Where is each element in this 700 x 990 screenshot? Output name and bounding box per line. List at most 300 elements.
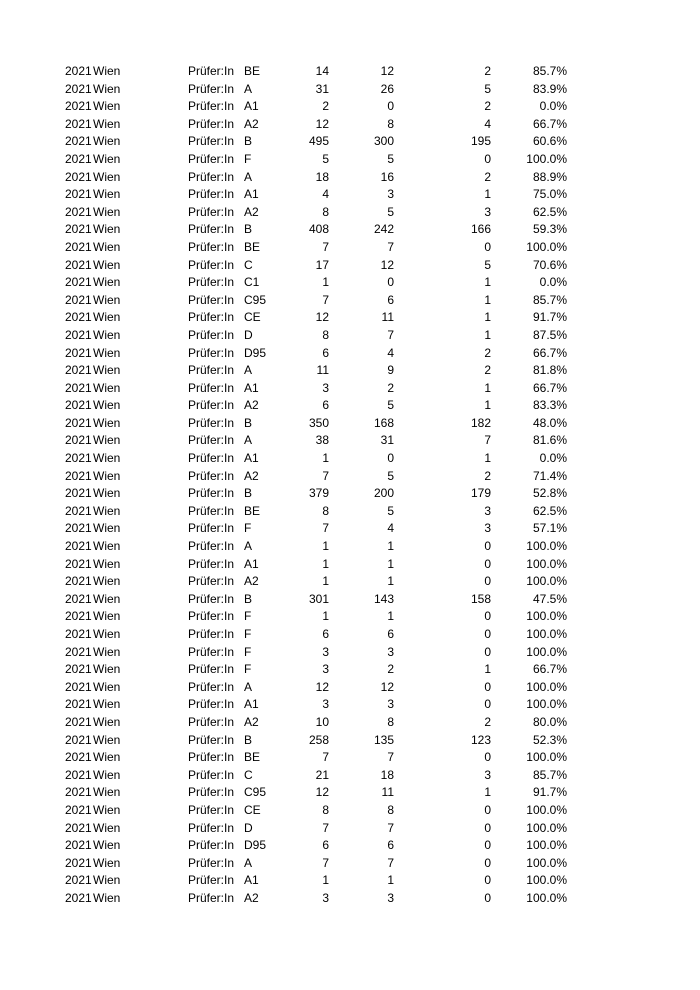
total-cell: 7 (322, 292, 329, 307)
city-cell: Wien (93, 345, 121, 360)
rate-cell: 91.7% (532, 310, 567, 325)
class-cell: A1 (244, 187, 259, 202)
total-cell: 12 (315, 679, 329, 694)
table-row (0, 626, 700, 644)
table-row (0, 732, 700, 750)
table-row (0, 133, 700, 151)
passed-cell: 6 (387, 627, 394, 641)
total-cell: 6 (322, 838, 329, 853)
passed-cell: 12 (380, 679, 394, 694)
total-cell: 10 (315, 714, 329, 729)
total-cell: 495 (308, 134, 329, 149)
table-row (0, 345, 700, 363)
total-cell: 2 (322, 99, 329, 114)
role-cell: Prüfer:In (188, 415, 235, 430)
city-cell: Wien (93, 890, 121, 905)
year-cell: 2021 (65, 486, 92, 501)
failed-cell: 2 (484, 468, 491, 483)
role-cell: Prüfer:In (188, 556, 235, 571)
role-cell: Prüfer:In (188, 134, 235, 149)
failed-cell: 0 (484, 151, 491, 166)
table-row (0, 679, 700, 697)
passed-cell: 7 (387, 327, 394, 342)
class-cell: D95 (244, 838, 267, 853)
passed-cell: 8 (387, 802, 394, 817)
class-cell: D (244, 820, 253, 835)
total-cell: 7 (322, 239, 329, 254)
year-cell: 2021 (65, 345, 92, 360)
rate-cell: 83.3% (532, 398, 567, 413)
failed-cell: 3 (484, 767, 491, 782)
class-cell: A2 (244, 890, 259, 905)
table-row (0, 855, 700, 873)
class-cell: A1 (244, 99, 259, 114)
year-cell: 2021 (65, 451, 92, 466)
class-cell: F (244, 644, 252, 659)
role-cell: Prüfer:In (188, 679, 235, 694)
passed-cell: 12 (380, 64, 394, 78)
failed-cell: 166 (470, 222, 491, 237)
passed-cell: 8 (387, 116, 394, 131)
passed-cell: 26 (380, 81, 394, 96)
city-cell: Wien (93, 363, 121, 378)
city-cell: Wien (93, 169, 121, 184)
passed-cell: 11 (381, 310, 394, 325)
class-cell: A2 (244, 714, 259, 729)
table-row (0, 784, 700, 802)
passed-cell: 18 (380, 767, 394, 782)
total-cell: 6 (322, 398, 329, 413)
table-row (0, 696, 700, 714)
year-cell: 2021 (65, 187, 92, 202)
failed-cell: 5 (484, 257, 491, 272)
passed-cell: 143 (373, 591, 394, 606)
passed-cell: 300 (373, 134, 394, 149)
city-cell: Wien (93, 275, 121, 290)
table-row (0, 415, 700, 433)
passed-cell: 7 (387, 855, 394, 870)
role-cell: Prüfer:In (188, 380, 235, 395)
year-cell: 2021 (65, 503, 92, 518)
year-cell: 2021 (65, 732, 92, 747)
role-cell: Prüfer:In (188, 503, 235, 518)
passed-cell: 7 (387, 239, 394, 254)
role-cell: Prüfer:In (188, 873, 235, 888)
city-cell: Wien (93, 714, 121, 729)
class-cell: A (244, 363, 253, 378)
city-cell: Wien (93, 820, 121, 835)
rate-cell: 100.0% (526, 855, 567, 870)
class-cell: D (244, 327, 253, 342)
failed-cell: 0 (484, 855, 491, 870)
rate-cell: 83.9% (532, 81, 567, 96)
city-cell: Wien (93, 204, 121, 219)
table-row (0, 204, 700, 222)
city-cell: Wien (93, 662, 121, 677)
total-cell: 17 (315, 257, 329, 272)
table-row (0, 608, 700, 626)
total-cell: 301 (308, 591, 329, 606)
class-cell: A2 (244, 398, 259, 413)
city-cell: Wien (93, 292, 121, 307)
table-row (0, 749, 700, 767)
failed-cell: 7 (484, 433, 491, 448)
rate-cell: 100.0% (526, 556, 567, 571)
failed-cell: 2 (484, 714, 491, 729)
table-row (0, 450, 700, 468)
city-cell: Wien (93, 222, 121, 237)
total-cell: 8 (322, 503, 329, 518)
role-cell: Prüfer:In (188, 345, 235, 360)
year-cell: 2021 (65, 785, 92, 800)
city-cell: Wien (93, 380, 121, 395)
total-cell: 7 (322, 468, 329, 483)
role-cell: Prüfer:In (188, 275, 235, 290)
failed-cell: 0 (484, 239, 491, 254)
passed-cell: 1 (387, 873, 394, 888)
year-cell: 2021 (65, 802, 92, 817)
total-cell: 1 (322, 275, 329, 290)
class-cell: A (244, 679, 253, 694)
rate-cell: 81.8% (532, 363, 567, 378)
passed-cell: 4 (387, 345, 394, 360)
table-row (0, 872, 700, 890)
total-cell: 7 (322, 750, 329, 765)
year-cell: 2021 (65, 627, 92, 641)
total-cell: 3 (322, 890, 329, 905)
rate-cell: 85.7% (532, 64, 567, 78)
year-cell: 2021 (65, 310, 92, 325)
failed-cell: 3 (484, 521, 491, 536)
rate-cell: 100.0% (526, 697, 567, 712)
rate-cell: 100.0% (526, 750, 567, 765)
table-row (0, 661, 700, 679)
table-row (0, 538, 700, 556)
total-cell: 6 (322, 345, 329, 360)
failed-cell: 0 (484, 574, 491, 589)
city-cell: Wien (93, 802, 121, 817)
city-cell: Wien (93, 679, 121, 694)
failed-cell: 195 (470, 134, 491, 149)
city-cell: Wien (93, 310, 121, 325)
year-cell: 2021 (65, 169, 92, 184)
table-row (0, 503, 700, 521)
total-cell: 3 (322, 644, 329, 659)
total-cell: 8 (322, 327, 329, 342)
table-row (0, 116, 700, 134)
table-row (0, 890, 700, 908)
class-cell: D95 (244, 345, 267, 360)
rate-cell: 48.0% (532, 415, 567, 430)
role-cell: Prüfer:In (188, 257, 235, 272)
failed-cell: 1 (484, 380, 491, 395)
class-cell: A1 (244, 697, 259, 712)
role-cell: Prüfer:In (188, 697, 235, 712)
role-cell: Prüfer:In (188, 363, 235, 378)
failed-cell: 0 (484, 838, 491, 853)
passed-cell: 2 (387, 662, 394, 677)
role-cell: Prüfer:In (188, 750, 235, 765)
year-cell: 2021 (65, 275, 92, 290)
city-cell: Wien (93, 116, 121, 131)
total-cell: 7 (322, 855, 329, 870)
table-row (0, 573, 700, 591)
rate-cell: 100.0% (526, 627, 567, 641)
rate-cell: 100.0% (526, 838, 567, 853)
failed-cell: 3 (484, 503, 491, 518)
city-cell: Wien (93, 433, 121, 448)
passed-cell: 1 (387, 556, 394, 571)
rate-cell: 100.0% (526, 802, 567, 817)
table-row (0, 63, 700, 81)
table-row (0, 556, 700, 574)
role-cell: Prüfer:In (188, 116, 235, 131)
table-row (0, 520, 700, 538)
year-cell: 2021 (65, 521, 92, 536)
passed-cell: 242 (373, 222, 394, 237)
class-cell: BE (244, 750, 261, 765)
rate-cell: 0.0% (539, 275, 567, 290)
table-row (0, 239, 700, 257)
total-cell: 3 (322, 662, 329, 677)
rate-cell: 59.3% (532, 222, 567, 237)
year-cell: 2021 (65, 204, 92, 219)
role-cell: Prüfer:In (188, 451, 235, 466)
role-cell: Prüfer:In (188, 222, 235, 237)
rate-cell: 52.8% (532, 486, 567, 501)
passed-cell: 7 (387, 750, 394, 765)
year-cell: 2021 (65, 697, 92, 712)
failed-cell: 0 (484, 890, 491, 905)
city-cell: Wien (93, 134, 121, 149)
rate-cell: 80.0% (532, 714, 567, 729)
total-cell: 1 (322, 539, 329, 554)
total-cell: 1 (322, 556, 329, 571)
role-cell: Prüfer:In (188, 662, 235, 677)
class-cell: F (244, 627, 252, 641)
city-cell: Wien (93, 451, 121, 466)
year-cell: 2021 (65, 873, 92, 888)
city-cell: Wien (93, 503, 121, 518)
class-cell: BE (244, 239, 261, 254)
rate-cell: 100.0% (526, 644, 567, 659)
rate-cell: 81.6% (532, 433, 567, 448)
class-cell: C95 (244, 785, 267, 800)
failed-cell: 182 (470, 415, 491, 430)
total-cell: 12 (315, 785, 329, 800)
total-cell: 5 (322, 151, 329, 166)
year-cell: 2021 (65, 644, 92, 659)
year-cell: 2021 (65, 750, 92, 765)
total-cell: 21 (315, 767, 329, 782)
passed-cell: 5 (387, 398, 394, 413)
table-row (0, 257, 700, 275)
class-cell: A2 (244, 574, 259, 589)
role-cell: Prüfer:In (188, 890, 235, 905)
failed-cell: 2 (484, 99, 491, 114)
city-cell: Wien (93, 187, 121, 202)
passed-cell: 3 (387, 187, 394, 202)
city-cell: Wien (93, 644, 121, 659)
passed-cell: 6 (387, 292, 394, 307)
rate-cell: 91.7% (532, 785, 567, 800)
failed-cell: 1 (484, 292, 491, 307)
rate-cell: 66.7% (532, 345, 567, 360)
rate-cell: 0.0% (539, 451, 567, 466)
year-cell: 2021 (65, 609, 92, 624)
role-cell: Prüfer:In (188, 151, 235, 166)
passed-cell: 8 (387, 714, 394, 729)
total-cell: 408 (308, 222, 329, 237)
role-cell: Prüfer:In (188, 767, 235, 782)
year-cell: 2021 (65, 415, 92, 430)
role-cell: Prüfer:In (188, 81, 235, 96)
total-cell: 7 (322, 820, 329, 835)
city-cell: Wien (93, 64, 121, 78)
failed-cell: 2 (484, 169, 491, 184)
role-cell: Prüfer:In (188, 398, 235, 413)
passed-cell: 3 (387, 890, 394, 905)
table-row (0, 186, 700, 204)
passed-cell: 31 (380, 433, 394, 448)
class-cell: B (244, 486, 253, 501)
city-cell: Wien (93, 855, 121, 870)
city-cell: Wien (93, 81, 121, 96)
class-cell: B (244, 732, 253, 747)
rate-cell: 62.5% (532, 503, 567, 518)
rate-cell: 85.7% (532, 767, 567, 782)
class-cell: F (244, 609, 252, 624)
failed-cell: 1 (484, 275, 491, 290)
total-cell: 379 (308, 486, 329, 501)
total-cell: 8 (322, 802, 329, 817)
class-cell: F (244, 151, 252, 166)
rate-cell: 0.0% (539, 99, 567, 114)
total-cell: 7 (322, 521, 329, 536)
passed-cell: 0 (387, 275, 394, 290)
city-cell: Wien (93, 591, 121, 606)
city-cell: Wien (93, 767, 121, 782)
role-cell: Prüfer:In (188, 486, 235, 501)
passed-cell: 1 (387, 609, 394, 624)
failed-cell: 179 (470, 486, 491, 501)
year-cell: 2021 (65, 468, 92, 483)
rate-cell: 66.7% (532, 380, 567, 395)
failed-cell: 0 (484, 627, 491, 641)
role-cell: Prüfer:In (188, 327, 235, 342)
total-cell: 12 (315, 116, 329, 131)
rate-cell: 57.1% (532, 521, 567, 536)
role-cell: Prüfer:In (188, 732, 235, 747)
city-cell: Wien (93, 574, 121, 589)
role-cell: Prüfer:In (188, 609, 235, 624)
year-cell: 2021 (65, 539, 92, 554)
class-cell: A1 (244, 556, 259, 571)
year-cell: 2021 (65, 363, 92, 378)
role-cell: Prüfer:In (188, 64, 235, 78)
role-cell: Prüfer:In (188, 433, 235, 448)
rate-cell: 100.0% (526, 151, 567, 166)
class-cell: A (244, 81, 253, 96)
role-cell: Prüfer:In (188, 99, 235, 114)
passed-cell: 11 (381, 785, 394, 800)
role-cell: Prüfer:In (188, 644, 235, 659)
year-cell: 2021 (65, 679, 92, 694)
rate-cell: 66.7% (532, 116, 567, 131)
table-row (0, 274, 700, 292)
year-cell: 2021 (65, 662, 92, 677)
class-cell: B (244, 222, 253, 237)
class-cell: A1 (244, 873, 259, 888)
role-cell: Prüfer:In (188, 521, 235, 536)
table-row (0, 820, 700, 838)
city-cell: Wien (93, 697, 121, 712)
rate-cell: 87.5% (532, 327, 567, 342)
total-cell: 1 (322, 873, 329, 888)
total-cell: 11 (316, 363, 329, 378)
role-cell: Prüfer:In (188, 591, 235, 606)
table-row (0, 98, 700, 116)
failed-cell: 0 (484, 820, 491, 835)
passed-cell: 3 (387, 644, 394, 659)
total-cell: 31 (315, 81, 329, 96)
failed-cell: 0 (484, 556, 491, 571)
passed-cell: 16 (380, 169, 394, 184)
city-cell: Wien (93, 609, 121, 624)
passed-cell: 3 (387, 697, 394, 712)
class-cell: A (244, 539, 253, 554)
passed-cell: 9 (387, 363, 394, 378)
failed-cell: 2 (484, 64, 491, 78)
total-cell: 1 (322, 609, 329, 624)
year-cell: 2021 (65, 64, 92, 78)
passed-cell: 135 (373, 732, 394, 747)
role-cell: Prüfer:In (188, 169, 235, 184)
failed-cell: 0 (484, 873, 491, 888)
city-cell: Wien (93, 239, 121, 254)
failed-cell: 0 (484, 679, 491, 694)
failed-cell: 1 (484, 187, 491, 202)
total-cell: 3 (322, 697, 329, 712)
class-cell: CE (244, 310, 261, 325)
table-row (0, 309, 700, 327)
total-cell: 6 (322, 627, 329, 641)
year-cell: 2021 (65, 134, 92, 149)
role-cell: Prüfer:In (188, 468, 235, 483)
city-cell: Wien (93, 486, 121, 501)
year-cell: 2021 (65, 714, 92, 729)
year-cell: 2021 (65, 99, 92, 114)
city-cell: Wien (93, 327, 121, 342)
year-cell: 2021 (65, 239, 92, 254)
passed-cell: 5 (387, 204, 394, 219)
rate-cell: 100.0% (526, 890, 567, 905)
failed-cell: 123 (470, 732, 491, 747)
passed-cell: 5 (387, 151, 394, 166)
passed-cell: 1 (387, 539, 394, 554)
failed-cell: 1 (484, 451, 491, 466)
failed-cell: 0 (484, 750, 491, 765)
class-cell: A (244, 169, 253, 184)
class-cell: A1 (244, 380, 259, 395)
role-cell: Prüfer:In (188, 574, 235, 589)
failed-cell: 158 (470, 591, 491, 606)
passed-cell: 6 (387, 838, 394, 853)
table-row (0, 169, 700, 187)
city-cell: Wien (93, 151, 121, 166)
rate-cell: 100.0% (526, 873, 567, 888)
class-cell: C (244, 257, 253, 272)
